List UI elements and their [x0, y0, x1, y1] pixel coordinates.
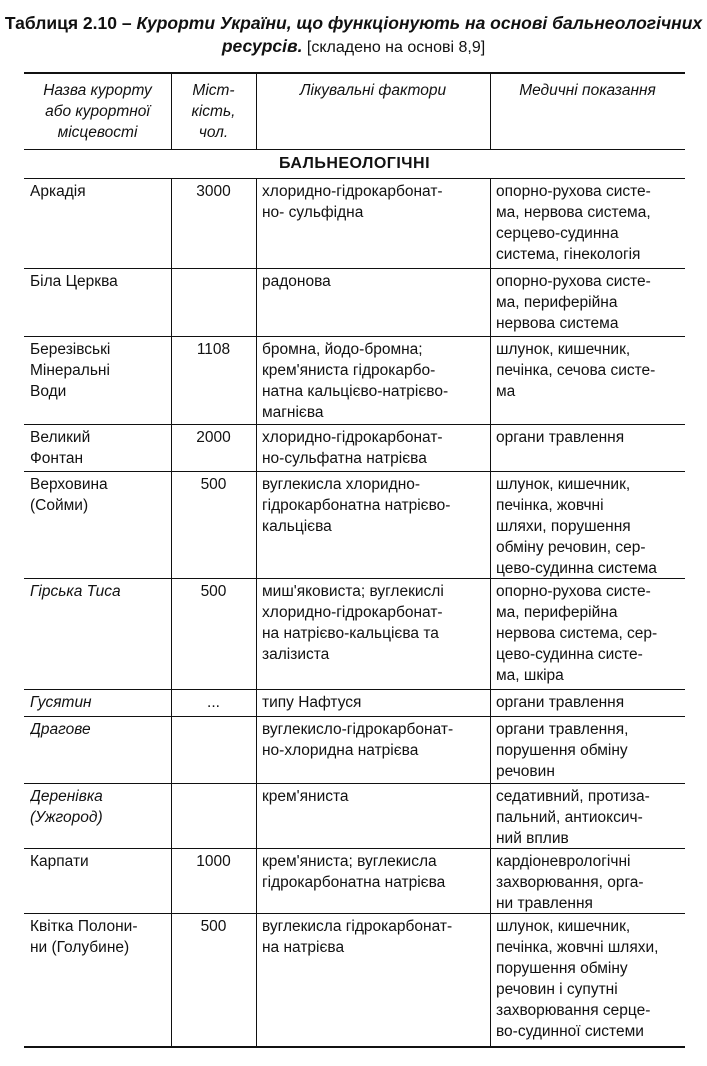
- header-indications: Медичні показання: [519, 82, 656, 99]
- row-divider: [24, 268, 685, 269]
- row-divider: [24, 913, 685, 914]
- cell-name: Гірська Тиса: [30, 583, 121, 600]
- cell-indications: шлунок, кишечник, печінка, жовчні шляхи, порушення обміну речовин, сер- цево-судинна система: [496, 476, 657, 577]
- caption-label: Таблиця 2.10 –: [4, 13, 137, 33]
- cell-name: Березівські Мінеральні Води: [30, 341, 111, 400]
- row-divider: [24, 689, 685, 690]
- cell-factors: вуглекисла хлоридно- гідрокарбонатна натрієво- кальцієва: [262, 476, 451, 535]
- cell-factors: хлоридно-гідрокарбонат- но- сульфідна: [262, 183, 443, 221]
- cell-indications: опорно-рухова систе- ма, периферійна нервова система: [496, 273, 651, 332]
- cell-factors: крем'яниста: [262, 788, 349, 805]
- cell-factors: миш'яковиста; вуглекислі хлоридно-гідрокарбонат- на натрієво-кальцієва та залізиста: [262, 583, 444, 663]
- cell-capacity: [171, 719, 256, 783]
- cell-capacity: [171, 271, 256, 336]
- column-divider: [490, 178, 491, 1046]
- cell-indications: шлунок, кишечник, печінка, жовчні шляхи, порушення обміну речовин і супутні захворювання серце- во-судинної системи: [496, 918, 659, 1040]
- cell-factors: вуглекисла гідрокарбонат- на натрієва: [262, 918, 453, 956]
- cell-name: Деренівка (Ужгород): [30, 788, 103, 826]
- cell-factors: типу Нафтуся: [262, 694, 362, 711]
- cell-capacity: 500: [200, 583, 227, 600]
- section-title: БАЛЬНЕОЛОГІЧНІ: [278, 155, 431, 172]
- cell-name: Квітка Полони- ни (Голубине): [30, 918, 138, 956]
- table-top-rule: [24, 72, 685, 74]
- cell-capacity: 3000: [196, 183, 231, 200]
- cell-indications: шлунок, кишечник, печінка, сечова систе- ма: [496, 341, 656, 400]
- row-divider: [24, 783, 685, 784]
- cell-capacity: 500: [200, 918, 227, 935]
- row-divider: [24, 716, 685, 717]
- cell-name: Карпати: [30, 853, 89, 870]
- row-divider: [24, 471, 685, 472]
- cell-indications: органи травлення, порушення обміну речовин: [496, 721, 629, 780]
- cell-indications: органи травлення: [496, 429, 625, 446]
- table-caption: [0, 12, 707, 59]
- caption-source: [складено на основі 8,9]: [302, 39, 486, 56]
- cell-indications: опорно-рухова систе- ма, периферійна нервова система, сер- цево-судинна систе- ма, шкіра: [496, 583, 658, 684]
- cell-factors: крем'яниста; вуглекисла гідрокарбонатна натрієва: [262, 853, 446, 891]
- cell-name: Великий Фонтан: [30, 429, 91, 467]
- cell-indications: опорно-рухова систе- ма, нервова система, серцево-судинна система, гінекологія: [496, 183, 651, 263]
- header-name: Назва курорту або курортної місцевості: [43, 82, 152, 141]
- row-divider: [24, 424, 685, 425]
- cell-name: Верховина (Сойми): [30, 476, 108, 514]
- cell-name: Аркадія: [30, 183, 86, 200]
- section-bottom-rule: [24, 178, 685, 179]
- table-bottom-rule: [24, 1046, 685, 1048]
- column-divider: [256, 178, 257, 1046]
- cell-indications: органи травлення: [496, 694, 625, 711]
- row-divider: [24, 336, 685, 337]
- row-divider: [24, 578, 685, 579]
- cell-name: Біла Церква: [30, 273, 118, 290]
- header-capacity: Міст- кість, чол.: [191, 82, 236, 141]
- header-factors: Лікувальні фактори: [299, 82, 447, 99]
- cell-factors: хлоридно-гідрокарбонат- но-сульфатна натрієва: [262, 429, 443, 467]
- cell-name: Драгове: [30, 721, 91, 738]
- row-divider: [24, 848, 685, 849]
- cell-factors: бромна, йодо-бромна; крем'яниста гідрокарбо- натна кальцієво-натрієво- магнієва: [262, 341, 449, 421]
- cell-capacity: 500: [200, 476, 227, 493]
- cell-capacity: 2000: [196, 429, 231, 446]
- cell-capacity: 1000: [196, 853, 231, 870]
- cell-capacity: ...: [207, 694, 220, 711]
- cell-indications: седативний, протиза- пальний, антиоксич- ний вплив: [496, 788, 650, 847]
- cell-capacity: [171, 786, 256, 848]
- header-bottom-rule: [24, 149, 685, 150]
- cell-name: Гусятин: [30, 694, 92, 711]
- cell-indications: кардіоневрологічні захворювання, орга- ни травлення: [496, 853, 644, 912]
- cell-factors: вуглекисло-гідрокарбонат- но-хлоридна натрієва: [262, 721, 454, 759]
- caption-title: Курорти України, що функціонують на основі бальнеологічних ресурсів.: [136, 13, 703, 56]
- cell-capacity: 1108: [196, 341, 231, 358]
- cell-factors: радонова: [262, 273, 331, 290]
